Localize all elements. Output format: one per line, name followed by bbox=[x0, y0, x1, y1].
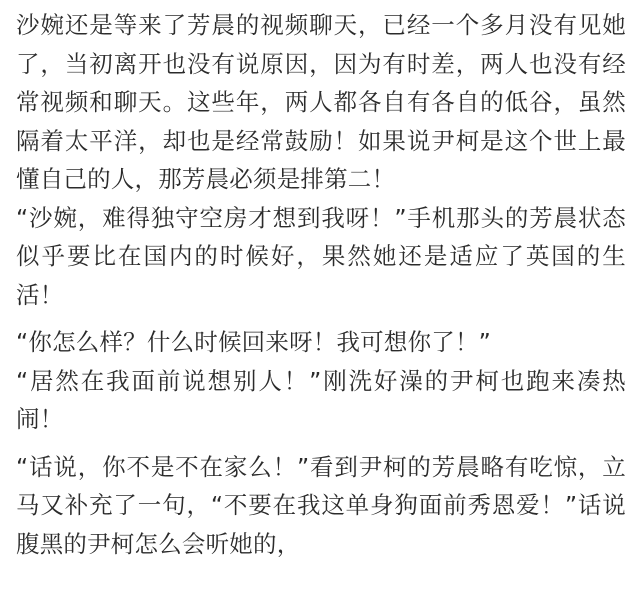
paragraph-1: 沙婉还是等来了芳晨的视频聊天，已经一个多月没有见她了，当初离开也没有说原因，因为有时差，两人也没有经常视频和聊天。这些年，两人都各自有各自的低谷，虽然隔着太平洋，却也是经常鼓励！如果说尹柯是这个世上最懂自己的人，那芳晨必须是排第二！ bbox=[16, 11, 626, 193]
paragraph-4: “居然在我面前说想别人！”刚洗好澡的尹柯也跑来凑热闹！ bbox=[16, 366, 626, 433]
article-body bbox=[16, 6, 626, 563]
paragraph-5: “话说，你不是不在家么！”看到尹柯的芳晨略有吃惊，立马又补充了一句，“不要在我这单身狗面前秀恩爱！”话说腹黑的尹柯怎么会听她的， bbox=[16, 452, 626, 558]
paragraph-2: “沙婉，难得独守空房才想到我呀！”手机那头的芳晨状态似乎要比在国内的时候好，果然她还是适应了英国的生活！ bbox=[16, 203, 626, 309]
paragraph-3: “你怎么样？什么时候回来呀！我可想你了！” bbox=[16, 328, 492, 356]
